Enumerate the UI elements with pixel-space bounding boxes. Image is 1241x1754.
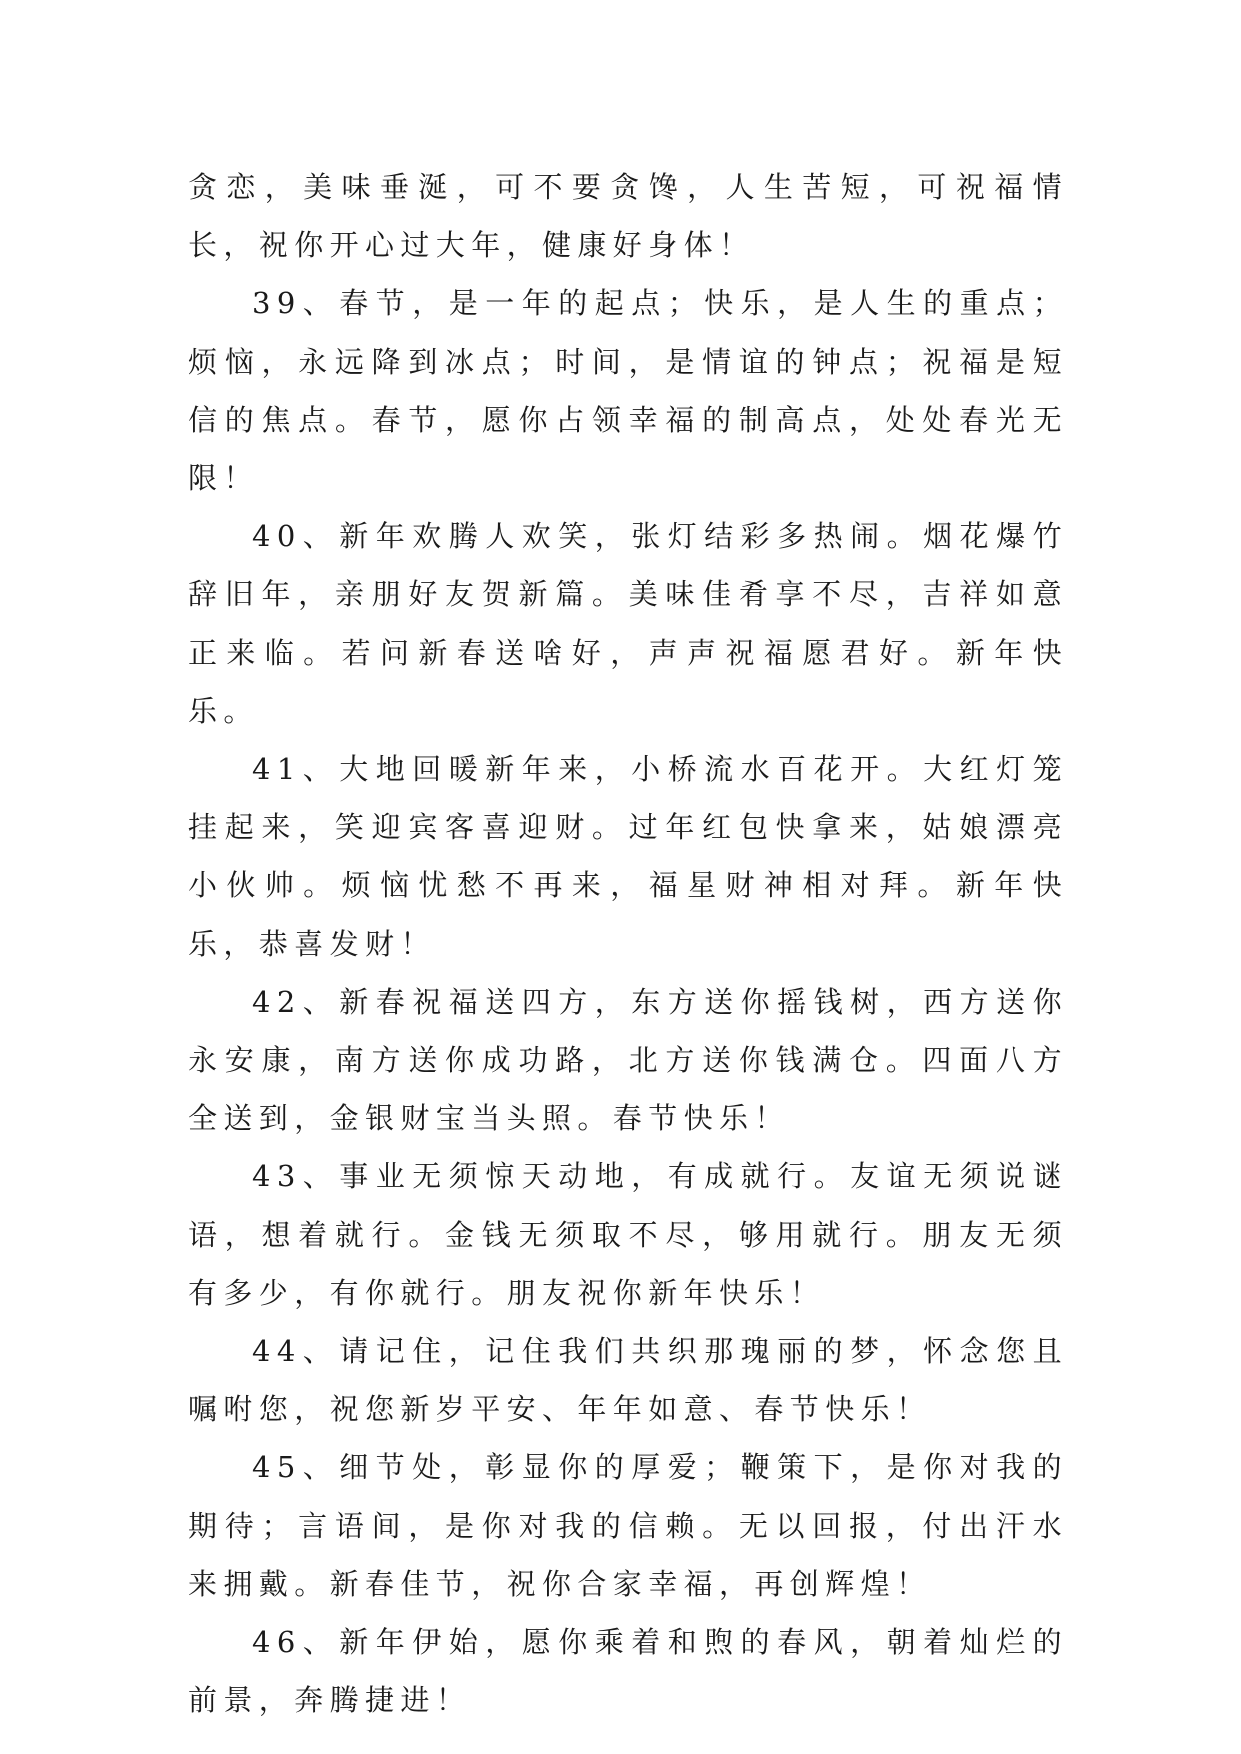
paragraph-44: 44、请记住，记住我们共织那瑰丽的梦，怀念您且嘱咐您，祝您新岁平安、年年如意、春节快乐！ — [188, 1334, 1068, 1427]
paragraph-42: 42、新春祝福送四方，东方送你摇钱树，西方送你永安康，南方送你成功路，北方送你钱满仓。四面八方全送到，金银财宝当头照。春节快乐！ — [188, 984, 1068, 1136]
paragraph-46: 46、新年伊始，愿你乘着和煦的春风，朝着灿烂的前景，奔腾捷进！ — [188, 1625, 1068, 1718]
paragraph-43: 43、事业无须惊天动地，有成就行。友谊无须说谜语，想着就行。金钱无须取不尽，够用就行。朋友无须有多少，有你就行。朋友祝你新年快乐！ — [188, 1159, 1068, 1310]
paragraph-continuation: 贪恋，美味垂涎，可不要贪馋，人生苦短，可祝福情长，祝你开心过大年，健康好身体！ — [188, 170, 1068, 263]
paragraph-41: 41、大地回暖新年来，小桥流水百花开。大红灯笼挂起来，笑迎宾客喜迎财。过年红包快拿来，姑娘漂亮小伙帅。烦恼忧愁不再来，福星财神相对拜。新年快乐，恭喜发财！ — [188, 752, 1068, 961]
body-text — [188, 158, 1068, 1729]
paragraph-40: 40、新年欢腾人欢笑，张灯结彩多热闹。烟花爆竹辞旧年，亲朋好友贺新篇。美味佳肴享不尽，吉祥如意正来临。若问新春送啥好，声声祝福愿君好。新年快乐。 — [188, 519, 1068, 728]
paragraph-45: 45、细节处，彰显你的厚爱；鞭策下，是你对我的期待；言语间，是你对我的信赖。无以回报，付出汗水来拥戴。新春佳节，祝你合家幸福，再创辉煌！ — [188, 1450, 1068, 1601]
paragraph-39: 39、春节，是一年的起点；快乐，是人生的重点；烦恼，永远降到冰点；时间，是情谊的钟点；祝福是短信的焦点。春节，愿你占领幸福的制高点，处处春光无限！ — [188, 286, 1068, 496]
